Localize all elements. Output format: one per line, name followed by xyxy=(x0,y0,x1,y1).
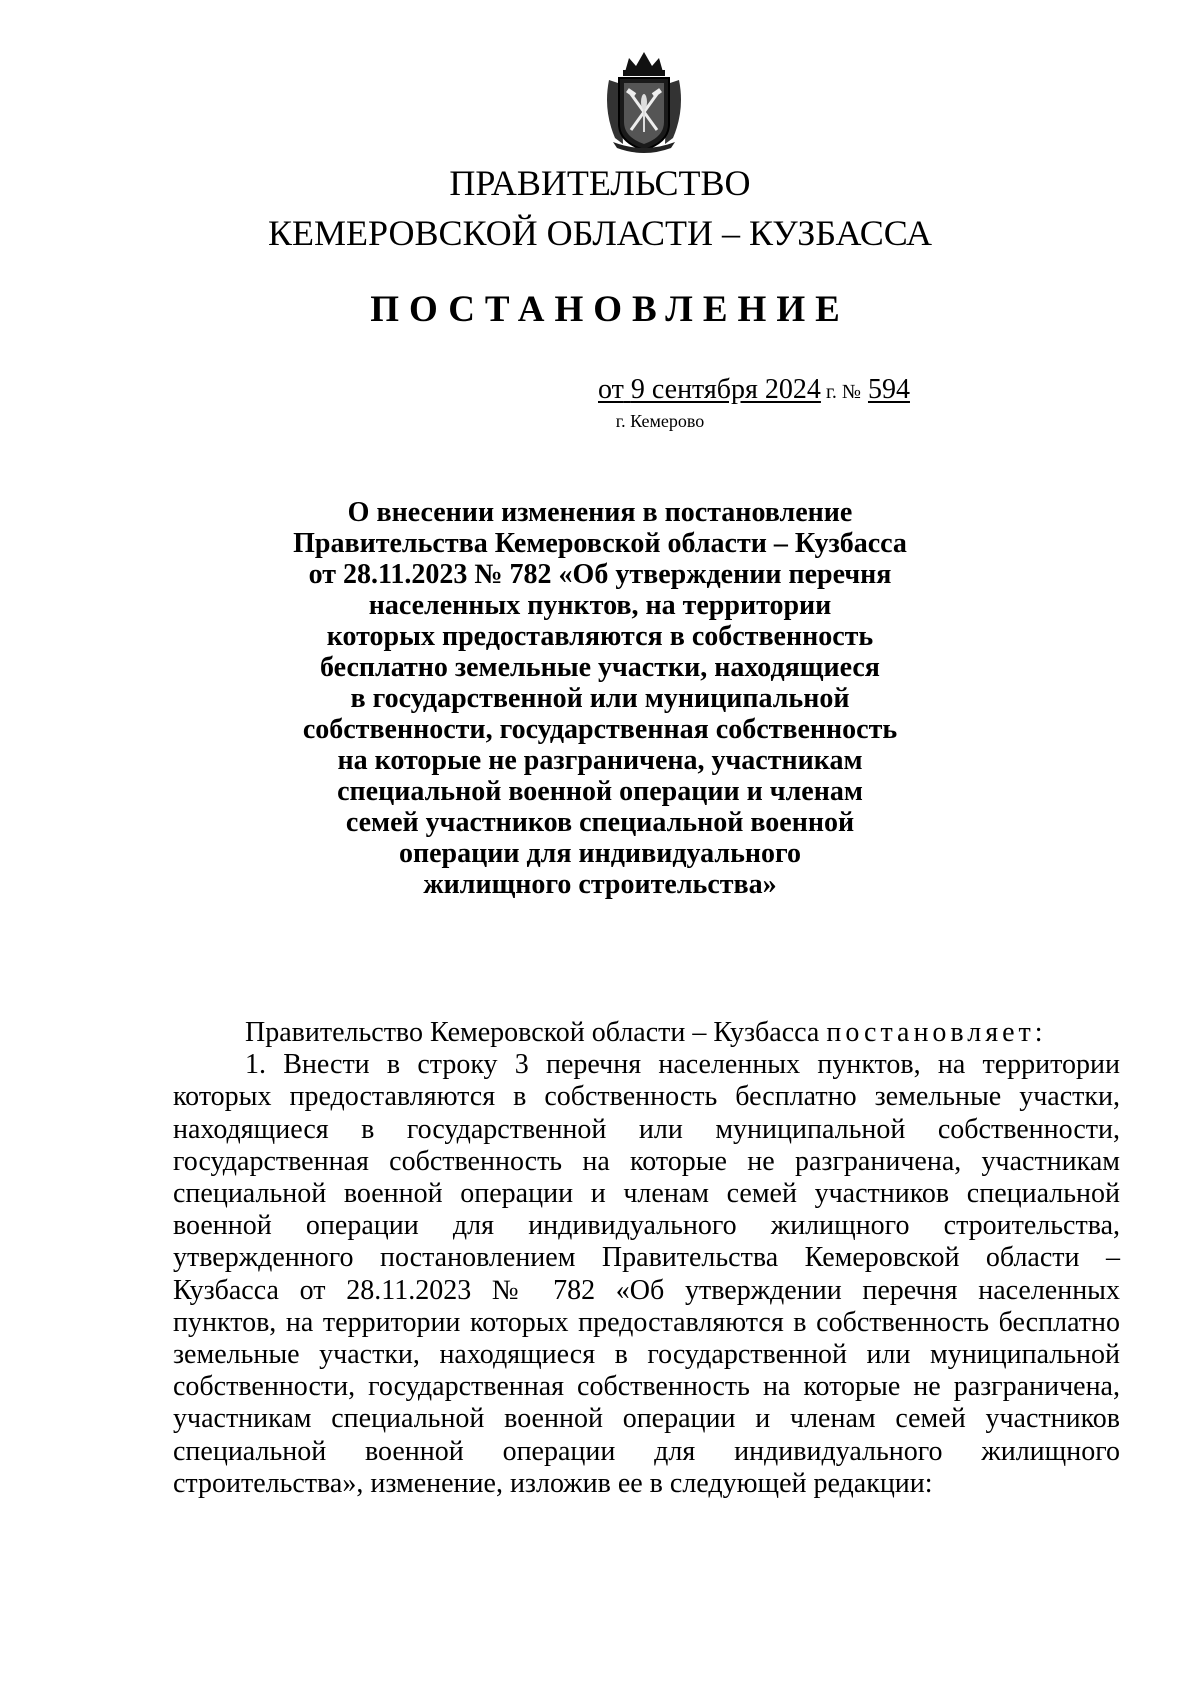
intro-text: Правительство Кемеровской области – Кузбасса xyxy=(245,1017,820,1048)
intro-colon: : xyxy=(1034,1017,1043,1048)
coat-of-arms-icon xyxy=(601,50,687,153)
title-line: собственности, государственная собственность xyxy=(302,714,898,745)
title-line: семей участников специальной военной xyxy=(345,807,855,838)
title-line: О внесении изменения в постановление xyxy=(347,497,853,528)
paragraph-line: Кузбасса от 28.11.2023 № 782 «Об утверждении перечня населенных xyxy=(173,1274,1120,1306)
government-name-line2: КЕМЕРОВСКОЙ ОБЛАСТИ – КУЗБАССА xyxy=(268,213,932,253)
paragraph-1 xyxy=(173,1049,1120,1500)
document-type-heading: ПОСТАНОВЛЕНИЕ xyxy=(370,289,850,330)
document-title xyxy=(250,497,950,900)
paragraph-line: утвержденного постановлением Правительства Кемеровской области – xyxy=(173,1242,1120,1274)
decree-word: постановляет xyxy=(826,1017,1035,1048)
year-suffix: г. xyxy=(825,381,837,403)
title-line: на которые не разграничена, участникам xyxy=(337,745,863,776)
paragraph-line: 1. Внести в строку 3 перечня населенных пунктов, на территории xyxy=(245,1049,1120,1081)
title-line: операции для индивидуального xyxy=(398,838,802,869)
title-line: населенных пунктов, на территории xyxy=(368,590,832,621)
government-name-line1: ПРАВИТЕЛЬСТВО xyxy=(449,163,751,203)
document-body xyxy=(173,1017,1120,1500)
paragraph-line: государственная собственность на которые не разграничена, участникам xyxy=(173,1145,1120,1177)
date-number-line xyxy=(598,373,910,409)
document-date xyxy=(598,374,821,405)
title-line: бесплатно земельные участки, находящиеся xyxy=(320,652,880,683)
title-line: в государственной или муниципальной xyxy=(350,683,850,714)
paragraph-line: военной операции для индивидуального жилищного строительства, xyxy=(173,1210,1120,1242)
paragraph-line: специальной военной операции для индивидуального жилищного xyxy=(173,1435,1120,1467)
title-line: жилищного строительства» xyxy=(423,869,777,900)
paragraph-line: земельные участки, находящиеся в государственной или муниципальной xyxy=(173,1339,1120,1371)
date-prefix: от xyxy=(598,374,624,405)
date-value: 9 сентября 2024 xyxy=(630,374,821,405)
number-sign: № xyxy=(841,381,861,403)
paragraph-line: пунктов, на территории которых предоставляются в собственность бесплатно xyxy=(173,1306,1120,1338)
title-line: Правительства Кемеровской области – Кузбасса xyxy=(293,528,907,559)
decree-intro xyxy=(173,1017,1120,1049)
title-line: которых предоставляются в собственность xyxy=(326,621,874,652)
title-line: от 28.11.2023 № 782 «Об утверждении перечня xyxy=(308,559,892,590)
document-number: 594 xyxy=(867,374,910,405)
title-line: специальной военной операции и членам xyxy=(337,776,863,807)
paragraph-line: находящиеся в государственной или муниципальной собственности, xyxy=(173,1113,1120,1145)
paragraph-line: которых предоставляются в собственность бесплатно земельные участки, xyxy=(173,1081,1120,1113)
paragraph-line: участникам специальной военной операции и членам семей участников xyxy=(173,1403,1120,1435)
paragraph-line: строительства», изменение, изложив ее в следующей редакции: xyxy=(173,1467,933,1499)
paragraph-line: собственности, государственная собственность на которые не разграничена, xyxy=(173,1371,1120,1403)
paragraph-line: специальной военной операции и членам семей участников специальной xyxy=(173,1178,1120,1210)
city-label: г. Кемерово xyxy=(615,411,705,431)
